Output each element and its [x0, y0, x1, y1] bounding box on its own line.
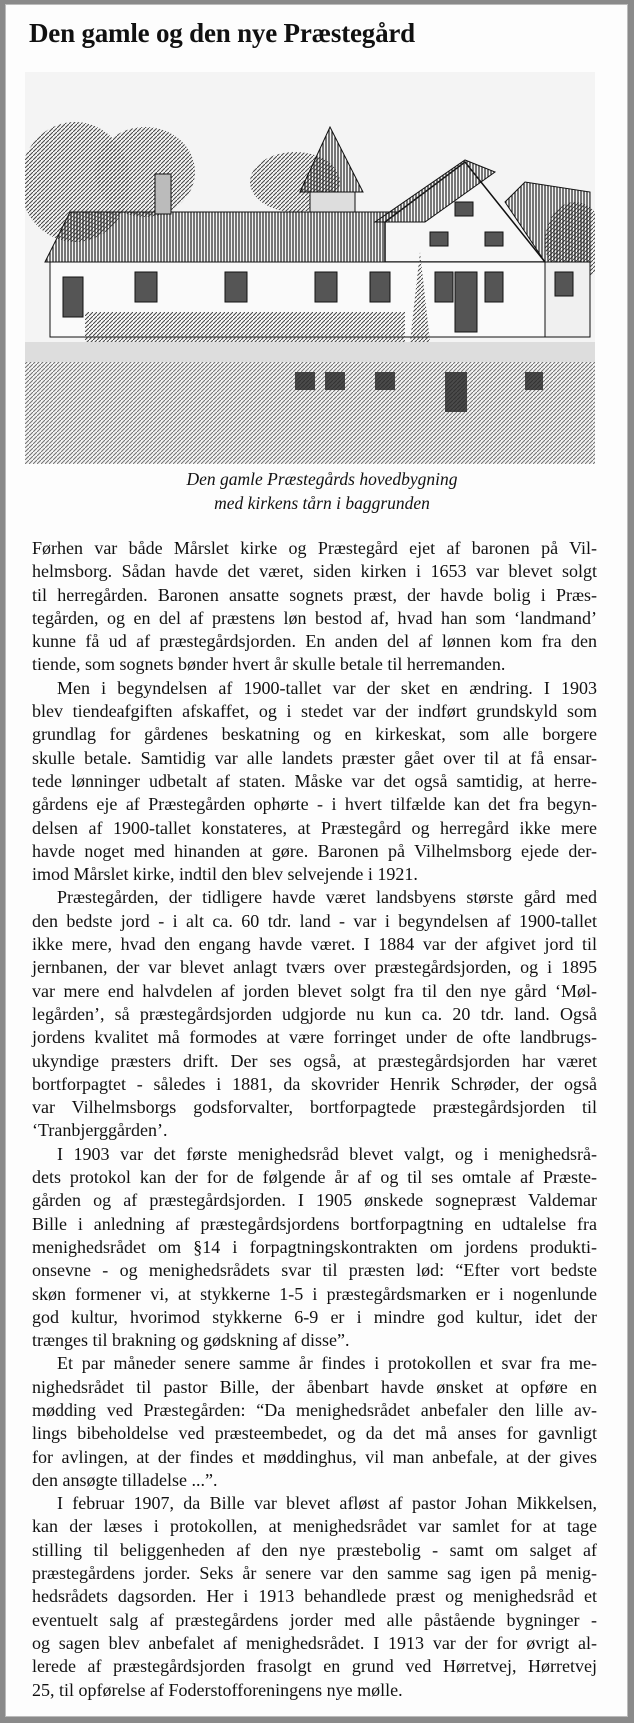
text-line: den bedste jord - i alt ca. 60 tdr. land - var i begyndelsen af 1900-tallet	[32, 910, 597, 931]
text-line: jordens kvalitet må formodes at være forringet under de ofte landbrugs-	[32, 1027, 597, 1048]
text-line: gården og af præstegårdsjorden. I 1905 ønskede sognepræst Valdemar	[32, 1190, 597, 1211]
text-line: skøn formener vi, at stykkerne 1-5 i præstegårdsmarken er i nogenlunde	[32, 1283, 597, 1304]
text-line: trænges til brakning og gødskning af disse”.	[32, 1330, 350, 1351]
paragraph	[32, 1143, 597, 1353]
text-line: præstegårdens jorder. Seks år senere var den samme sag igen på menig-	[32, 1563, 597, 1584]
text-line: 25, til opførelse af Foderstofforeningens nye mølle.	[32, 1679, 403, 1700]
text-line: lerede af præstegårdsjorden frasolgt en grund ved Hørretvej, Hørretvej	[32, 1656, 597, 1677]
text-line: helmsborg. Sådan havde det været, siden kirken i 1653 var blevet solgt	[32, 561, 597, 582]
text-line: tede lønninger udbetalt af staten. Måske var det også samtidig, at herre-	[32, 770, 597, 791]
text-line: god kultur, hvorimod stykkerne 6-9 er i mindre god kultur, idet der	[32, 1306, 597, 1327]
text-line: imod Mårslet kirke, indtil den blev selvejende i 1921.	[32, 864, 418, 885]
text-line: ikke mere, hvad den engang havde været. I 1884 var der afgivet jord til	[32, 934, 597, 955]
paragraph	[32, 886, 597, 1142]
text-line: grundlag for gårdenes beskatning og en kirkeskat, som alle borgere	[32, 724, 597, 745]
parsonage-drawing-icon	[25, 72, 595, 464]
text-line: stilling til beliggenheden af den nye præstebolig - samt om salget af	[32, 1539, 597, 1560]
paragraph	[32, 537, 597, 677]
text-line: kan der læses i protokollen, at menighedsrådet var samlet for at tage	[32, 1516, 597, 1537]
text-line: ukyndige præsters drift. Der ses også, at præstegårdsjorden har været	[32, 1050, 597, 1071]
text-line: og sagen blev anbefalet af menighedsrådet. I 1913 var der for øvrigt al-	[32, 1632, 597, 1653]
text-line: nighedsrådet til pastor Bille, der åbenbart havde ønsket at opføre en	[32, 1376, 597, 1397]
paragraph	[32, 1352, 597, 1492]
text-line: Bille i anledning af præstegårdsjordens bortforpagtning en udtalelse fra	[32, 1213, 597, 1234]
document-page	[5, 4, 628, 1717]
text-line: hedsrådets dagsorden. Her i 1913 behandlede præst og menighedsråd et	[32, 1586, 597, 1607]
text-line: ‘Tranbjerggården’.	[32, 1120, 168, 1141]
text-line: blev tiendeafgiften afskaffet, og i stedet var der indført grundskyld som	[32, 701, 597, 722]
text-line: Førhen var både Mårslet kirke og Præstegård ejet af baronen på Vil-	[32, 538, 597, 558]
text-line: for avlingen, at der findes et møddinghus, vil man anbefale, at der gives	[32, 1446, 597, 1467]
text-line: legården’, så præstegårdsjorden udgjorde nu kun ca. 20 tdr. land. Også	[32, 1003, 597, 1024]
text-line: delsen af 1900-tallet konstateres, at Præstegård og herregård ikke mere	[32, 817, 597, 838]
text-line: bortforpagtet - således i 1881, da skovrider Henrik Schrøder, der også	[32, 1073, 597, 1094]
text-line: dets protokol kan der for de følgende år af og til ses omtale af Præste-	[32, 1167, 597, 1188]
caption-line: Den gamle Præstegårds hovedbygning	[186, 469, 458, 489]
text-line: skulle betale. Samtidig var alle landets præster gået over til at få ensar-	[32, 747, 597, 768]
text-line: Præstegården, der tidligere havde været landsbyens største gård med	[57, 887, 597, 908]
page-title: Den gamle og den nye Præstegård	[29, 18, 415, 48]
text-line: Et par måneder senere samme år findes i protokollen et svar fra me-	[57, 1353, 597, 1374]
text-line: havde noget med hinanden at gøre. Baronen på Vilhelmsborg ejede der-	[32, 840, 597, 861]
caption-line: med kirkens tårn i baggrunden	[214, 493, 430, 513]
text-line: Men i begyndelsen af 1900-tallet var der sket en ændring. I 1903	[57, 677, 597, 698]
text-line: eventuelt salg af præstegårdens jorder med alle påstående bygninger -	[32, 1609, 597, 1630]
text-line: var Vilhelmsborgs godsforvalter, bortforpagtede præstegårdsjorden til	[32, 1097, 597, 1118]
paragraph	[32, 1492, 597, 1702]
text-line: onsevne - og menighedsrådets svar til præsten lød: “Efter vort bedste	[32, 1260, 597, 1281]
text-line: I 1903 var det første menighedsråd blevet valgt, og i menighedsrå-	[57, 1143, 597, 1164]
text-line: tiende, som sognets bønder hvert år skulle betale til herremanden.	[32, 654, 506, 675]
text-line: menighedsrådet om §14 i forpagtningskontrakten om jordens produkti-	[32, 1236, 597, 1257]
text-line: jernbanen, der var blevet anlagt tværs over præstegårdsjorden, og i 1895	[32, 957, 597, 978]
text-line: kunne få ud af præstegårdsjorden. En anden del af lønnen kom fra den	[32, 631, 597, 652]
text-line: til herregården. Baronen ansatte sognets præst, der havde bolig i Præs-	[32, 584, 597, 605]
text-line: var mere end halvdelen af jorden blevet solgt fra til den nye gård ‘Møl-	[32, 980, 597, 1001]
text-line: lings bibeholdelse ved præsteembedet, og da det må anses for gavnligt	[32, 1423, 597, 1444]
article-body	[32, 537, 597, 1702]
text-line: tegården, og en del af præstens løn bestod af, hvad han som ‘landmand’	[32, 607, 597, 628]
image-caption	[5, 467, 634, 515]
text-line: I februar 1907, da Bille var blevet afløst af pastor Johan Mikkelsen,	[57, 1493, 597, 1514]
paragraph	[32, 677, 597, 887]
text-line: gårdens eje af Præstegården ophørte - i hvert tilfælde kan det fra begyn-	[32, 794, 597, 815]
text-line: den ansøgte tilladelse ...”.	[32, 1469, 218, 1490]
text-line: mødding ved Præstegården: “Da menighedsrådet anbefaler den lille av-	[32, 1399, 597, 1420]
